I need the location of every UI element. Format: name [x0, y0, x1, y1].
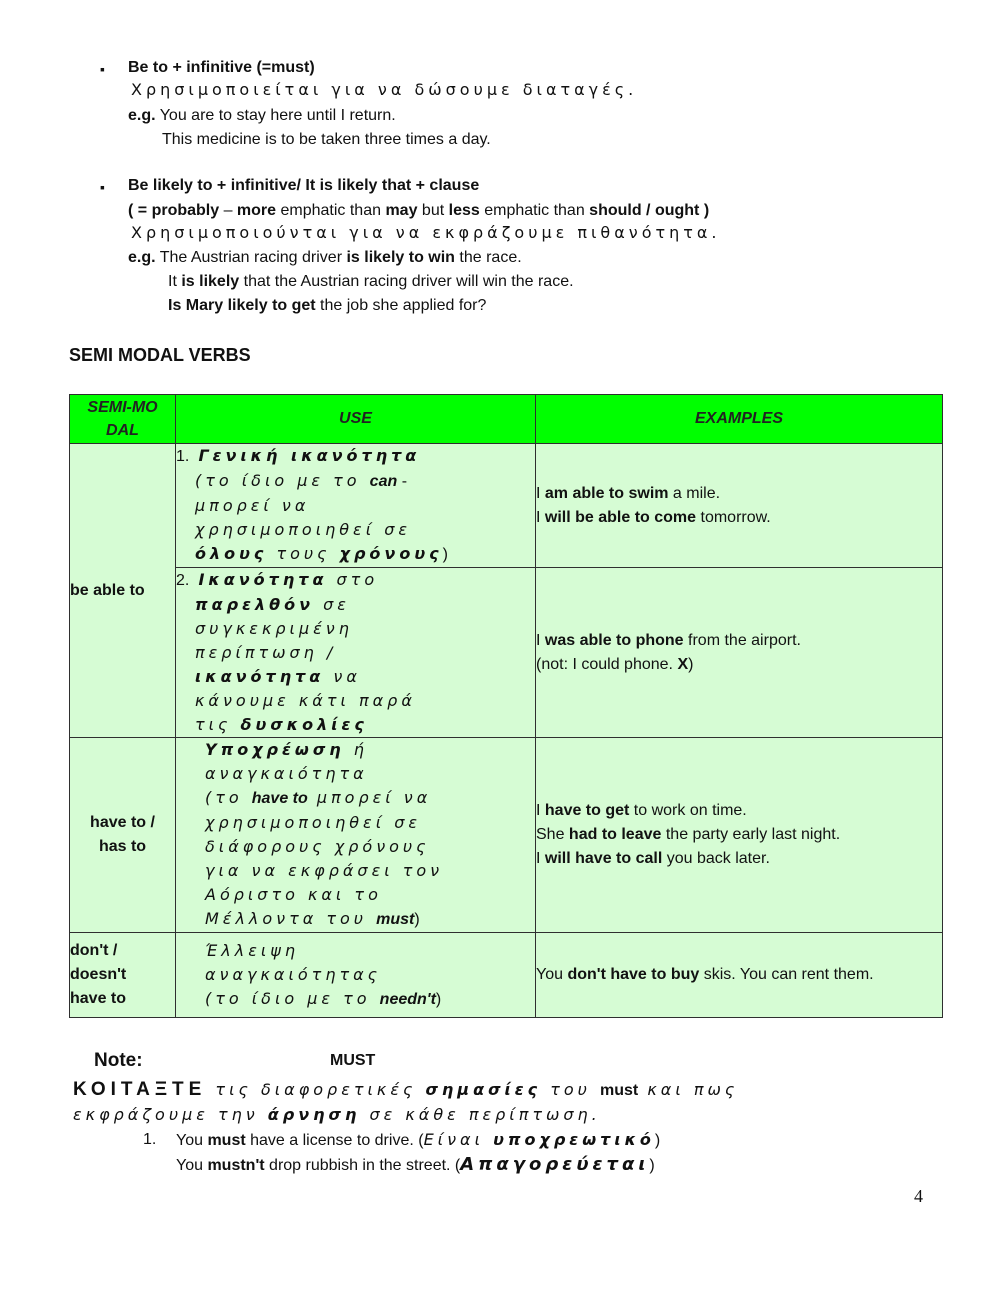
examples-cell: I have to get to work on time. She had to leave the party early last night. I will have to call you back later.	[536, 738, 943, 933]
greek-explanation: Χρησιμοποιούνται για να εκφράζουμε πιθανότητα.	[131, 223, 721, 242]
use-cell: 2. Ικανότητα στο παρελθόν σε συγκεκριμένη περίπτωση / ικανότητα να κάνουμε κάτι παρά τις δυσκολίες	[176, 568, 536, 738]
header-use: USE	[176, 395, 536, 444]
section-title: SEMI MODAL VERBS	[69, 345, 251, 365]
example-line: It is likely that the Austrian racing driver will win the race.	[168, 273, 574, 290]
example-line: e.g. The Austrian racing driver is likely to win the race.	[128, 249, 522, 266]
note-example-must: You must have a license to drive. (Είναι υποχρεωτικό)	[176, 1130, 661, 1149]
usage-note: ( = probably – more emphatic than may but less emphatic than should / ought )	[128, 202, 710, 219]
semi-modal-be-able-to: be able to	[70, 444, 176, 738]
use-cell: Έλλειψη αναγκαιότητας (το ίδιο με το needn't)	[176, 933, 536, 1018]
semi-modal-dont-have-to: don't / doesn't have to	[70, 933, 176, 1018]
page-number: 4	[914, 1186, 923, 1206]
use-cell: 1. Γενική ικανότητα (το ίδιο με το can - μπορεί να χρησιμοποιηθεί σε όλους τους χρόνους)	[176, 444, 536, 568]
semi-modal-table	[69, 394, 943, 1018]
bullet-icon: ▪	[100, 61, 105, 77]
note-line: εκφράζουμε την άρνηση σε κάθε περίπτωση.	[73, 1105, 601, 1124]
table-row	[70, 933, 943, 1018]
note-line: ΚΟΙΤΑΞΤΕ τις διαφορετικές σημασίες του must και πως	[73, 1079, 739, 1100]
table-row	[70, 444, 943, 568]
table-row	[70, 568, 943, 738]
semi-modal-have-to: have to / has to	[70, 738, 176, 933]
header-examples: EXAMPLES	[536, 395, 943, 444]
example-line: Is Mary likely to get the job she applied for?	[168, 297, 487, 314]
header-semi-modal: SEMI-MO DAL	[70, 395, 176, 444]
examples-cell: I was able to phone from the airport. (not: I could phone. X)	[536, 568, 943, 738]
examples-cell: I am able to swim a mile. I will be able to come tomorrow.	[536, 444, 943, 568]
table-header-row	[70, 395, 943, 444]
note-example-mustnt: You mustn't drop rubbish in the street. (Απαγορεύεται)	[176, 1154, 655, 1175]
greek-explanation: Χρησιμοποιείται για να δώσουμε διαταγές.	[131, 80, 638, 99]
table-row	[70, 738, 943, 933]
example-line: e.g. You are to stay here until I return.	[128, 107, 396, 124]
note-list-number: 1.	[143, 1131, 157, 1148]
note-label: Note:	[94, 1050, 143, 1071]
bullet-title-be-to: Be to + infinitive (=must)	[128, 59, 315, 76]
bullet-icon: ▪	[100, 179, 105, 195]
examples-cell: You don't have to buy skis. You can rent them.	[536, 933, 943, 1018]
note-title: MUST	[330, 1052, 376, 1069]
bullet-title-be-likely: Be likely to + infinitive/ It is likely that + clause	[128, 177, 480, 194]
use-cell: Υποχρέωση ή αναγκαιότητα (το have to μπορεί να χρησιμοποιηθεί σε διάφορους χρόνους για να εκφράσει τον Αόριστο και το Μέλλοντα του must)	[176, 738, 536, 933]
example-line: This medicine is to be taken three times a day.	[162, 131, 491, 148]
